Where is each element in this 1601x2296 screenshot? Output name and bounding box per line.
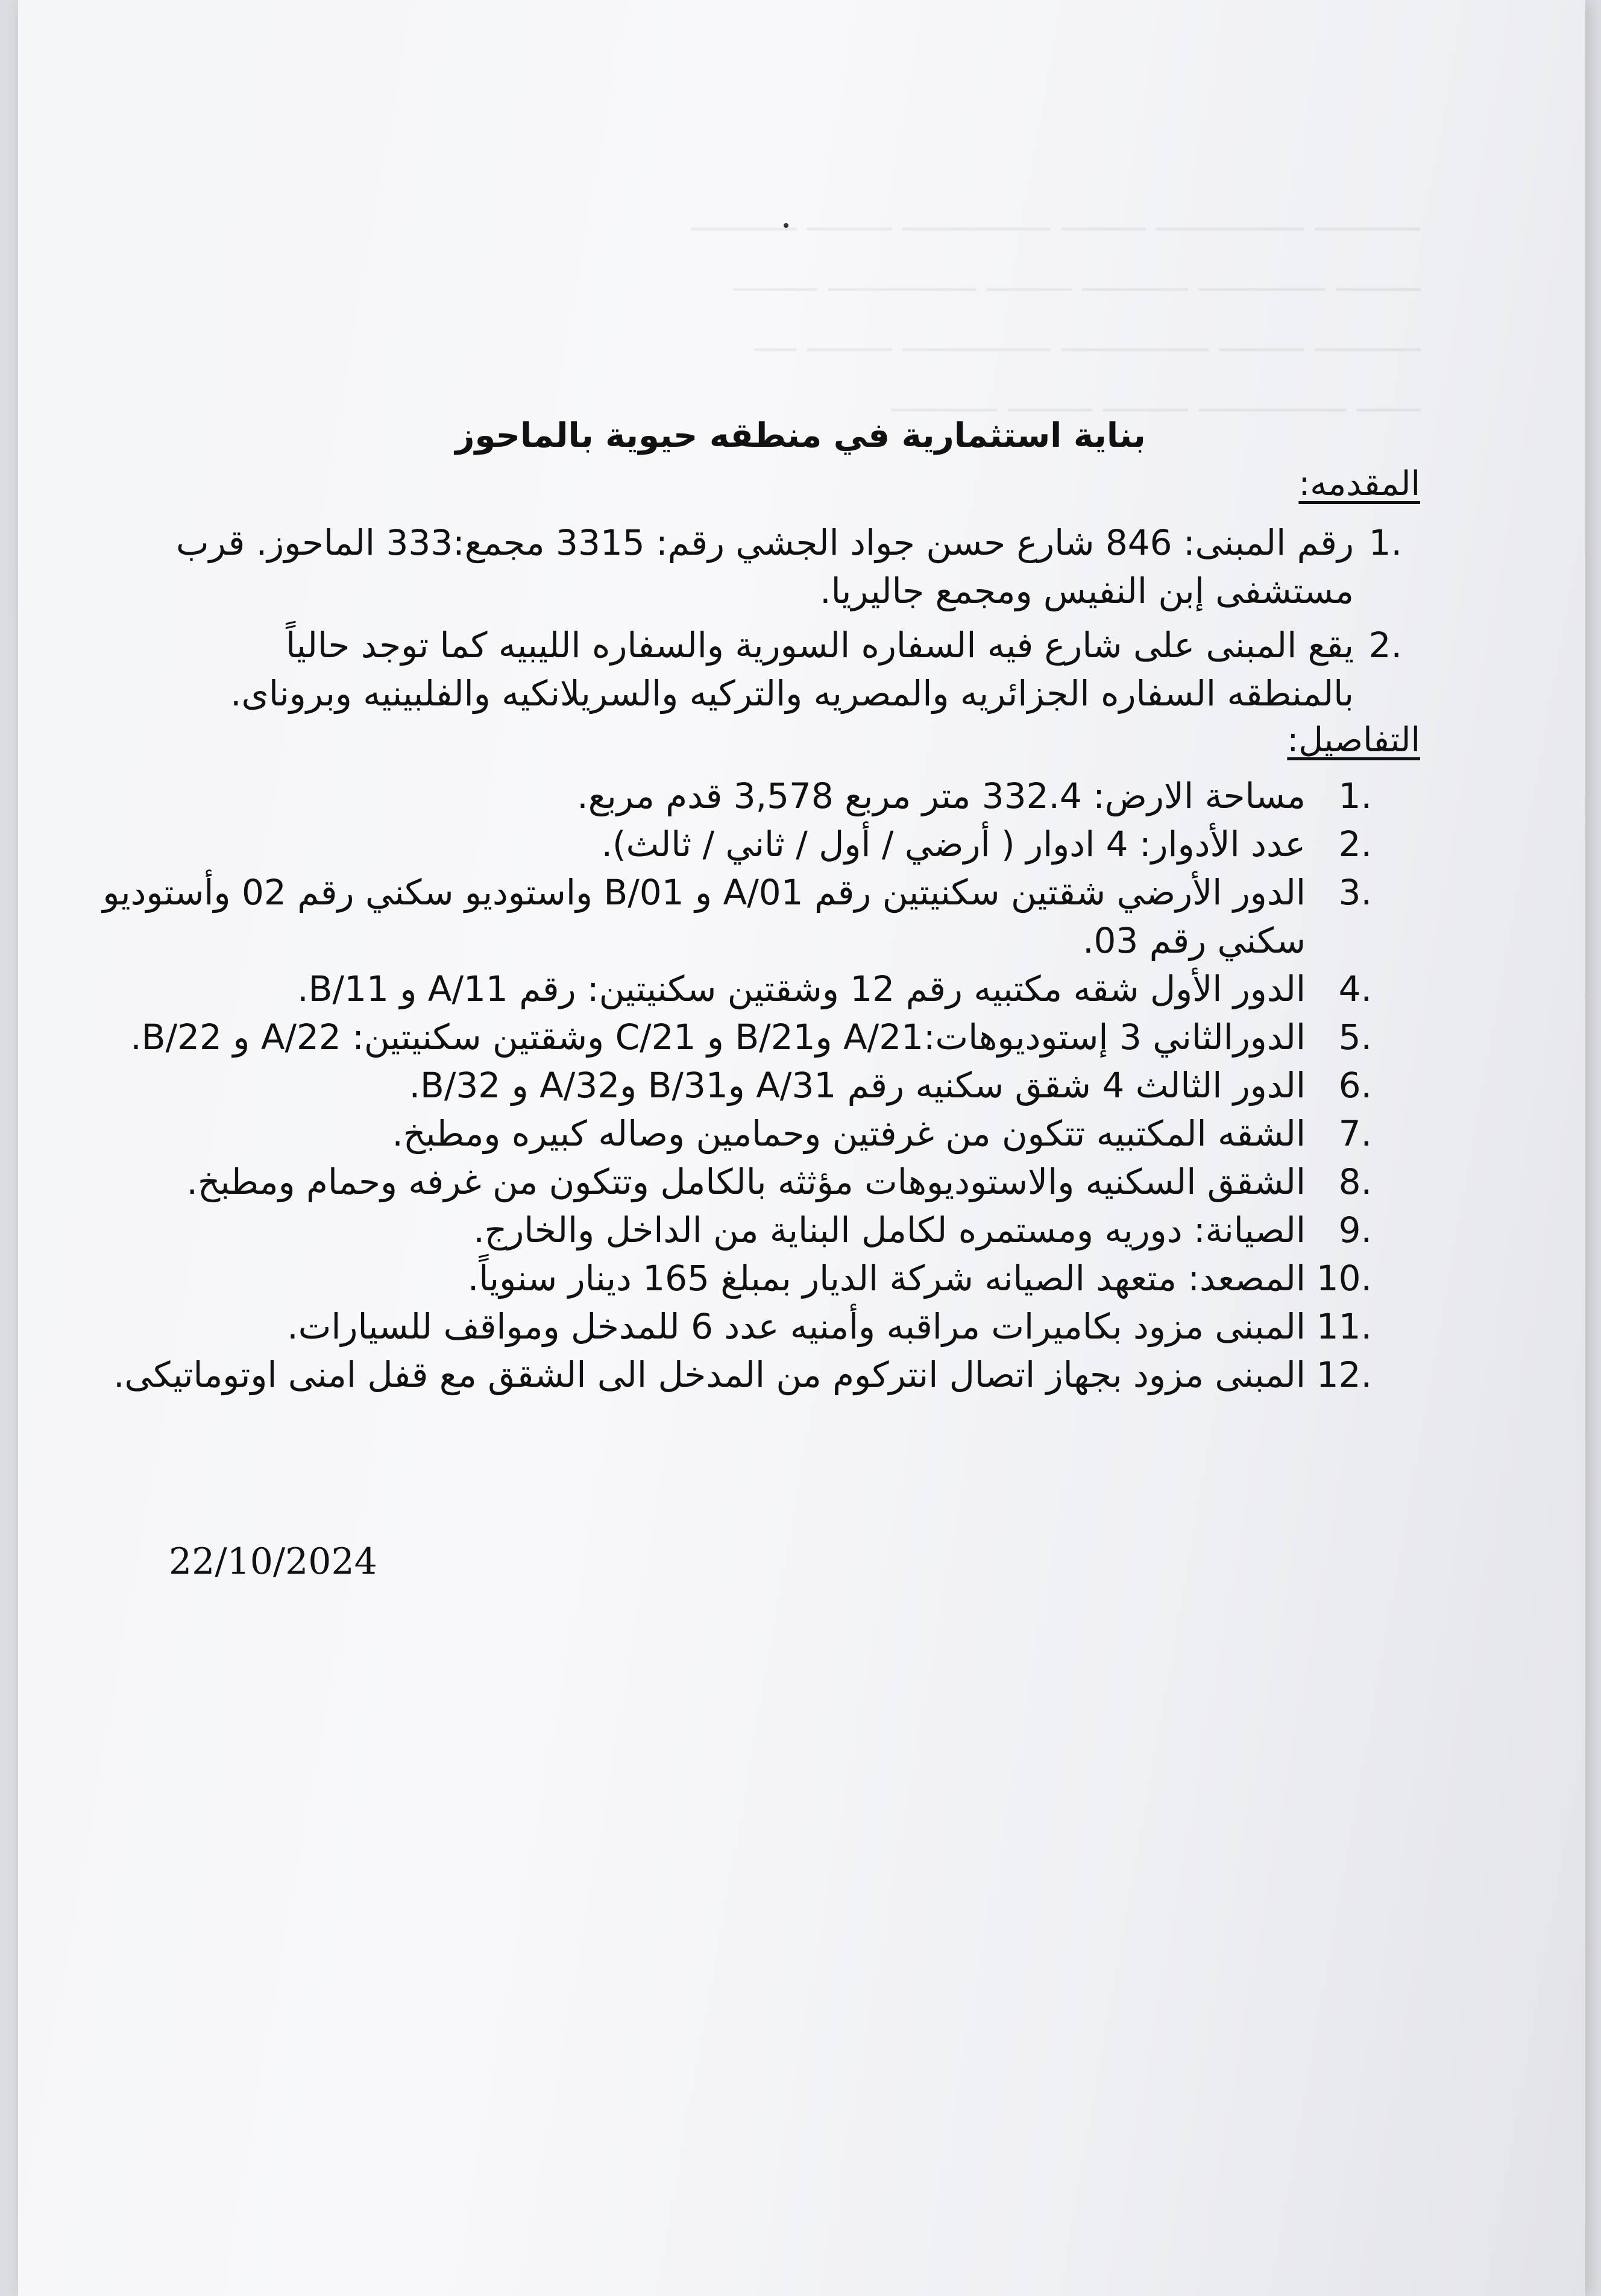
details-item xyxy=(94,1061,1372,1109)
item-number: 11. xyxy=(1316,1306,1372,1347)
item-number: 10. xyxy=(1316,1258,1372,1299)
item-text: الدور الأرضي شقتين سكنيتين رقم 01/A و 01/B واستوديو سكني رقم 02 وأستوديو سكني رقم 03. xyxy=(102,872,1306,961)
intro-item xyxy=(148,519,1402,615)
details-item xyxy=(94,1254,1372,1302)
details-item xyxy=(94,1109,1372,1158)
item-text: المبنى مزود بجهاز اتصال انتركوم من المدخل الى الشقق مع قفل امنى اوتوماتيكى. xyxy=(113,1354,1306,1395)
item-text: يقع المبنى على شارع فيه السفاره السورية والسفاره الليبيه كما توجد حالياً بالمنطقه السفاره الجزائريه والمصريه والتركيه والسريلانكيه والفلبينيه وبروناى. xyxy=(230,625,1354,714)
ink-speck xyxy=(784,223,788,228)
item-text: الشقق السكنيه والاستوديوهات مؤثثه بالكامل وتتكون من غرفه وحمام ومطبخ. xyxy=(186,1161,1306,1202)
item-text: الدورالثاني 3 إستوديوهات:21/A و21/B و 21/C وشقتين سكنيتين: A/22 و B/22. xyxy=(130,1017,1306,1058)
item-number: 6. xyxy=(1338,1065,1372,1106)
document-title: بناية استثمارية في منطقه حيوية بالماحوز xyxy=(455,416,1146,455)
details-item xyxy=(94,868,1372,965)
details-item xyxy=(94,1351,1372,1399)
item-number: 3. xyxy=(1338,872,1372,913)
item-text: الدور الأول شقه مكتبيه رقم 12 وشقتين سكنيتين: رقم 11/A و 11/B. xyxy=(297,968,1306,1009)
item-text: المصعد: متعهد الصيانه شركة الديار بمبلغ 165 دينار سنوياً. xyxy=(467,1258,1306,1299)
item-number: 4. xyxy=(1338,968,1372,1009)
item-text: الشقه المكتبيه تتكون من غرفتين وحمامين وصاله كبيره ومطبخ. xyxy=(392,1113,1306,1154)
details-heading: التفاصيل: xyxy=(1287,721,1420,760)
details-item xyxy=(94,1302,1372,1351)
item-number: 1. xyxy=(1368,522,1402,563)
item-text: مساحة الارض: 332.4 متر مربع 3,578 قدم مربع. xyxy=(577,775,1306,816)
details-item xyxy=(94,1013,1372,1061)
item-number: 5. xyxy=(1338,1017,1372,1058)
intro-item xyxy=(148,621,1402,718)
details-item xyxy=(94,965,1372,1013)
item-text: رقم المبنى: 846 شارع حسن جواد الجشي رقم: 3315 مجمع:333 الماحوز. قرب مستشفى إبن النفيس ومجمع جاليريا. xyxy=(175,522,1354,611)
item-text: المبنى مزود بكاميرات مراقبه وأمنيه عدد 6 للمدخل ومواقف للسيارات. xyxy=(287,1306,1306,1347)
details-item xyxy=(94,1158,1372,1206)
item-text: الدور الثالث 4 شقق سكنيه رقم 31/A و31/B و32/A و 32/B. xyxy=(409,1065,1306,1106)
item-number: 9. xyxy=(1338,1210,1372,1250)
item-number: 7. xyxy=(1338,1113,1372,1154)
intro-list xyxy=(148,519,1402,724)
item-text: الصيانة: دوريه ومستمره لكامل البناية من الداخل والخارج. xyxy=(473,1210,1306,1250)
details-item xyxy=(94,820,1372,868)
item-number: 2. xyxy=(1338,824,1372,865)
item-number: 1. xyxy=(1338,775,1372,816)
document-date: 22/10/2024 xyxy=(169,1541,377,1583)
item-text: عدد الأدوار: 4 ادوار ( أرضي / أول / ثاني / ثالث). xyxy=(601,824,1306,865)
details-item xyxy=(94,1206,1372,1254)
details-item xyxy=(94,772,1372,820)
intro-heading: المقدمه: xyxy=(1298,464,1420,503)
item-number: 12. xyxy=(1316,1354,1372,1395)
details-list xyxy=(94,772,1372,1399)
item-number: 2. xyxy=(1368,625,1402,666)
item-number: 8. xyxy=(1338,1161,1372,1202)
